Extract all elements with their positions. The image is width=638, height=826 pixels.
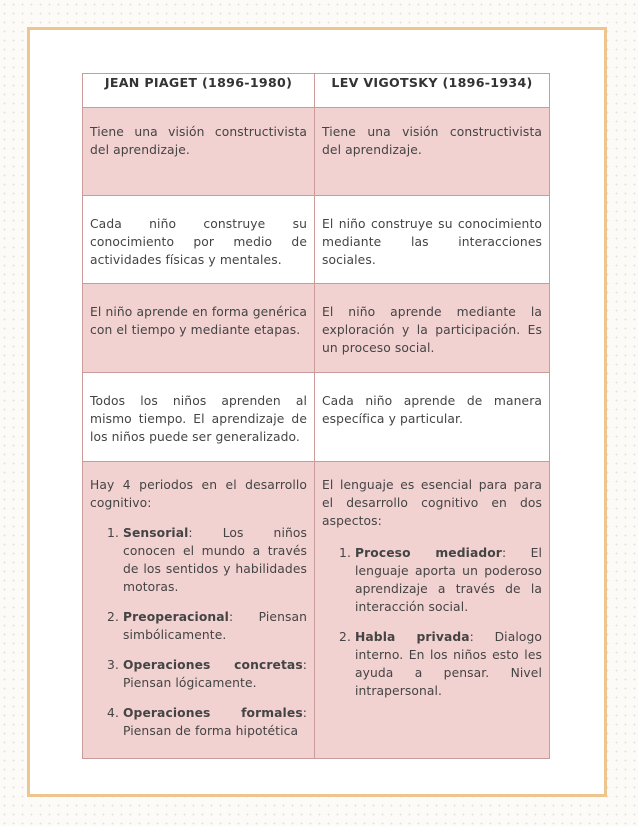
cell-piaget <box>83 108 315 196</box>
list-item-text: Piensan simbólicamente. <box>123 610 307 642</box>
comparison-table <box>82 73 550 759</box>
cell-text: Tiene una visión constructivista del aprendizaje. <box>90 125 307 157</box>
header-piaget: JEAN PIAGET (1896-1980) <box>83 74 315 108</box>
list-item-term: Operaciones formales <box>123 706 303 720</box>
cell-intro: Hay 4 periodos en el desarrollo cognitivo: <box>90 478 307 510</box>
list-item: 4. Operaciones formales: Piensan de forma hipotética <box>123 704 307 740</box>
list-item-text: Piensan de forma hipotética <box>123 724 299 738</box>
header-row <box>83 74 550 108</box>
list-item-text: Dialogo interno. En los niños esto les ayuda a pensar. Nivel intrapersonal. <box>355 630 542 698</box>
cell-vigotsky <box>315 373 550 462</box>
aspects-list <box>322 544 542 700</box>
cell-piaget <box>83 462 315 759</box>
table-row <box>83 196 550 284</box>
list-item-text: Piensan lógicamente. <box>123 676 257 690</box>
table-row <box>83 373 550 462</box>
cell-vigotsky <box>315 108 550 196</box>
header-vigotsky: LEV VIGOTSKY (1896-1934) <box>315 74 550 108</box>
list-item-term: Sensorial <box>123 526 189 540</box>
list-item-term: Operaciones concretas <box>123 658 303 672</box>
table-row <box>83 108 550 196</box>
list-item: 2. Habla privada: Dialogo interno. En los niños esto les ayuda a pensar. Nivel intrapersonal. <box>355 628 542 700</box>
cell-vigotsky <box>315 196 550 284</box>
list-item: 2. Preoperacional: Piensan simbólicamente. <box>123 608 307 644</box>
cell-vigotsky <box>315 462 550 759</box>
cell-text: El niño aprende en forma genérica con el tiempo y mediante etapas. <box>90 305 307 337</box>
cell-text: Tiene una visión constructivista del aprendizaje. <box>322 125 542 157</box>
list-item: 3. Operaciones concretas: Piensan lógicamente. <box>123 656 307 692</box>
list-item: 1. Sensorial: Los niños conocen el mundo a través de los sentidos y habilidades motoras. <box>123 524 307 596</box>
cell-text: El niño construye su conocimiento mediante las interacciones sociales. <box>322 217 542 267</box>
list-item-text: El lenguaje aporta un poderoso aprendizaje a través de la interacción social. <box>355 546 542 614</box>
list-item: 1. Proceso mediador: El lenguaje aporta un poderoso aprendizaje a través de la interacción social. <box>355 544 542 616</box>
cell-text: Cada niño aprende de manera específica y particular. <box>322 394 542 426</box>
list-item-text: Los niños conocen el mundo a través de los sentidos y habilidades motoras. <box>123 526 307 594</box>
cell-text: Todos los niños aprenden al mismo tiempo. El aprendizaje de los niños puede ser generalizado. <box>90 394 307 444</box>
list-item-term: Proceso mediador <box>355 546 502 560</box>
cell-text: El niño aprende mediante la exploración y la participación. Es un proceso social. <box>322 305 542 355</box>
list-item-term: Habla privada <box>355 630 470 644</box>
cell-piaget <box>83 373 315 462</box>
table-row <box>83 462 550 759</box>
cell-piaget <box>83 284 315 373</box>
cell-vigotsky <box>315 284 550 373</box>
table-row <box>83 284 550 373</box>
cell-text: Cada niño construye su conocimiento por medio de actividades físicas y mentales. <box>90 217 307 267</box>
periods-list <box>90 524 307 740</box>
list-item-term: Preoperacional <box>123 610 229 624</box>
cell-intro: El lenguaje es esencial para para el desarrollo cognitivo en dos aspectos: <box>322 478 542 528</box>
cell-piaget <box>83 196 315 284</box>
